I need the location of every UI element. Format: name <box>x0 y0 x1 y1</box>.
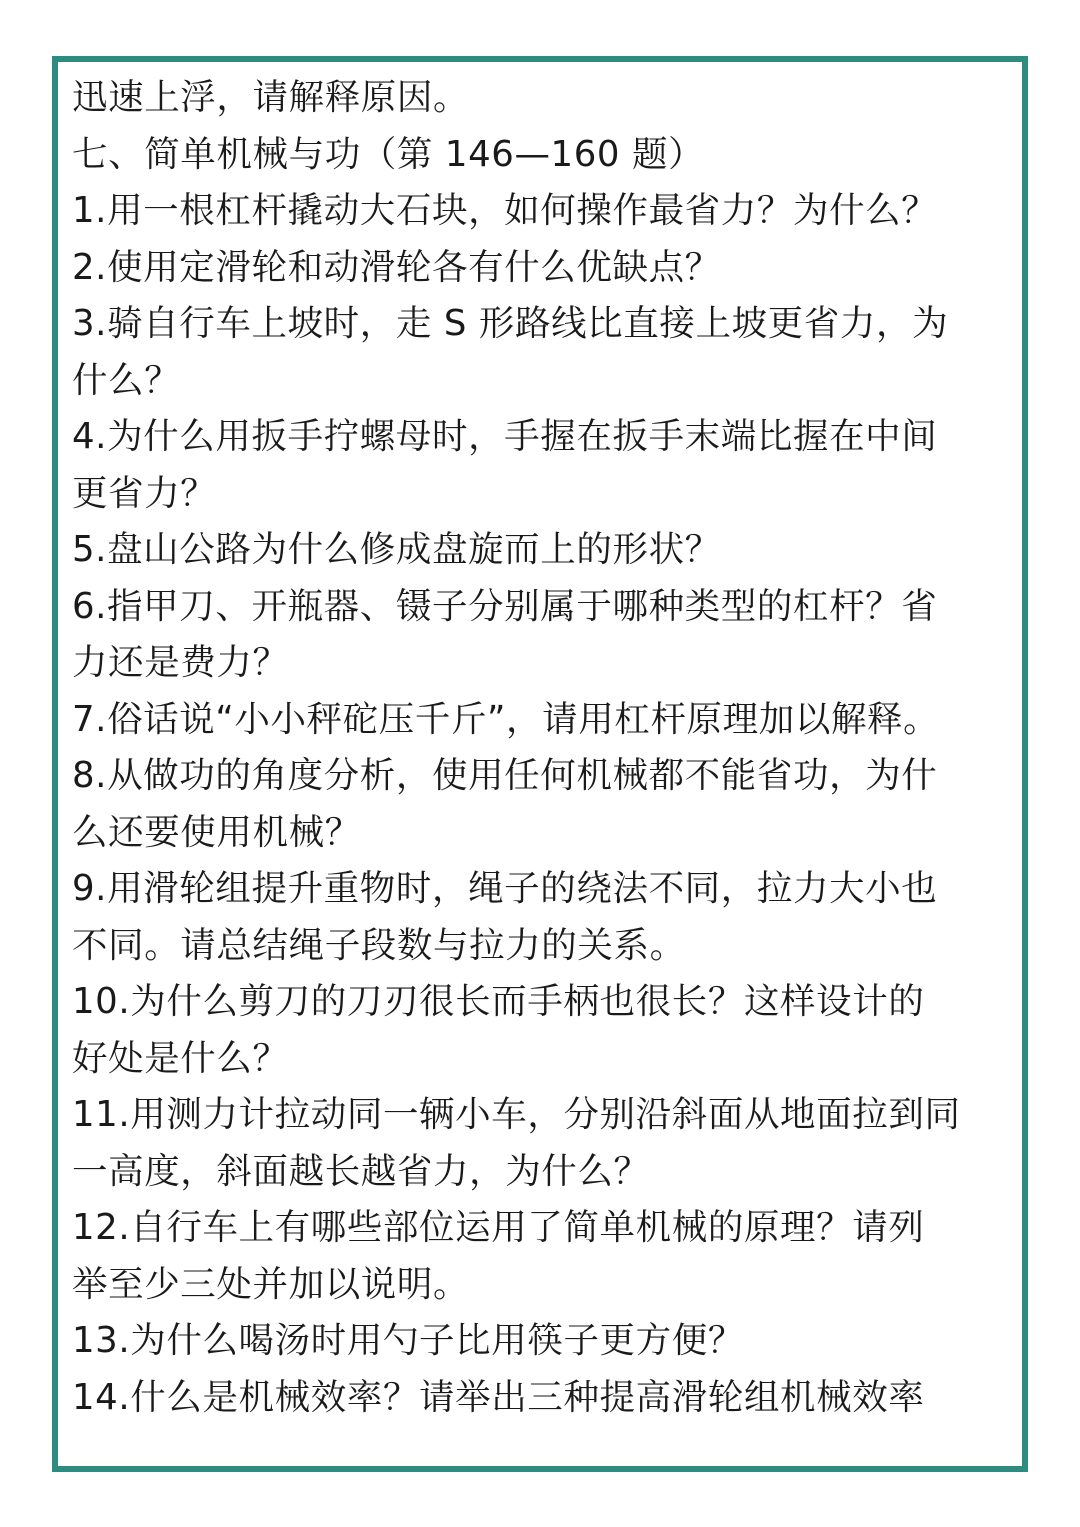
text-content <box>72 70 1018 1426</box>
question-line: 不同。请总结绳子段数与拉力的关系。 <box>72 924 686 966</box>
question-line: 4.为什么用扳手拧螺母时，手握在扳手末端比握在中间 <box>72 416 938 457</box>
question-line: 13.为什么喝汤时用勺子比用筷子更方便？ <box>72 1320 744 1361</box>
question-line: 7.俗话说“小小秤砣压千斤”，请用杠杆原理加以解释。 <box>72 698 940 740</box>
question-line: 举至少三处并加以说明。 <box>72 1263 470 1305</box>
section-heading: 七、简单机械与功（第 146—160 题） <box>72 133 705 175</box>
question-line: 14.什么是机械效率？请举出三种提高滑轮组机械效率 <box>72 1376 925 1418</box>
question-line: 5.盘山公路为什么修成盘旋而上的形状？ <box>72 529 721 570</box>
question-line: 6.指甲刀、开瓶器、镊子分别属于哪种类型的杠杆？省 <box>72 585 938 627</box>
question-line: 什么？ <box>72 359 181 401</box>
question-line: 力还是费力？ <box>72 642 289 683</box>
question-line: 10.为什么剪刀的刀刃很长而手柄也很长？这样设计的 <box>72 981 925 1022</box>
question-line: 一高度，斜面越长越省力，为什么？ <box>72 1150 650 1192</box>
question-line: 12.自行车上有哪些部位运用了简单机械的原理？请列 <box>72 1207 925 1248</box>
question-line: 更省力？ <box>72 472 217 514</box>
question-line: 8.从做功的角度分析，使用任何机械都不能省功，为什 <box>72 755 938 796</box>
question-line: 1.用一根杠杆撬动大石块，如何操作最省力？为什么？ <box>72 190 938 231</box>
question-line: 3.骑自行车上坡时，走 S 形路线比直接上坡更省力，为 <box>72 303 949 344</box>
question-line: 11.用测力计拉动同一辆小车，分别沿斜面从地面拉到同 <box>72 1094 961 1135</box>
question-line: 么还要使用机械？ <box>72 811 361 853</box>
question-line: 2.使用定滑轮和动滑轮各有什么优缺点？ <box>72 246 721 288</box>
page-frame <box>52 56 1028 1472</box>
question-line: 好处是什么？ <box>72 1037 289 1079</box>
question-line: 9.用滑轮组提升重物时，绳子的绕法不同，拉力大小也 <box>72 868 938 909</box>
text-line: 迅速上浮，请解释原因。 <box>72 77 470 118</box>
